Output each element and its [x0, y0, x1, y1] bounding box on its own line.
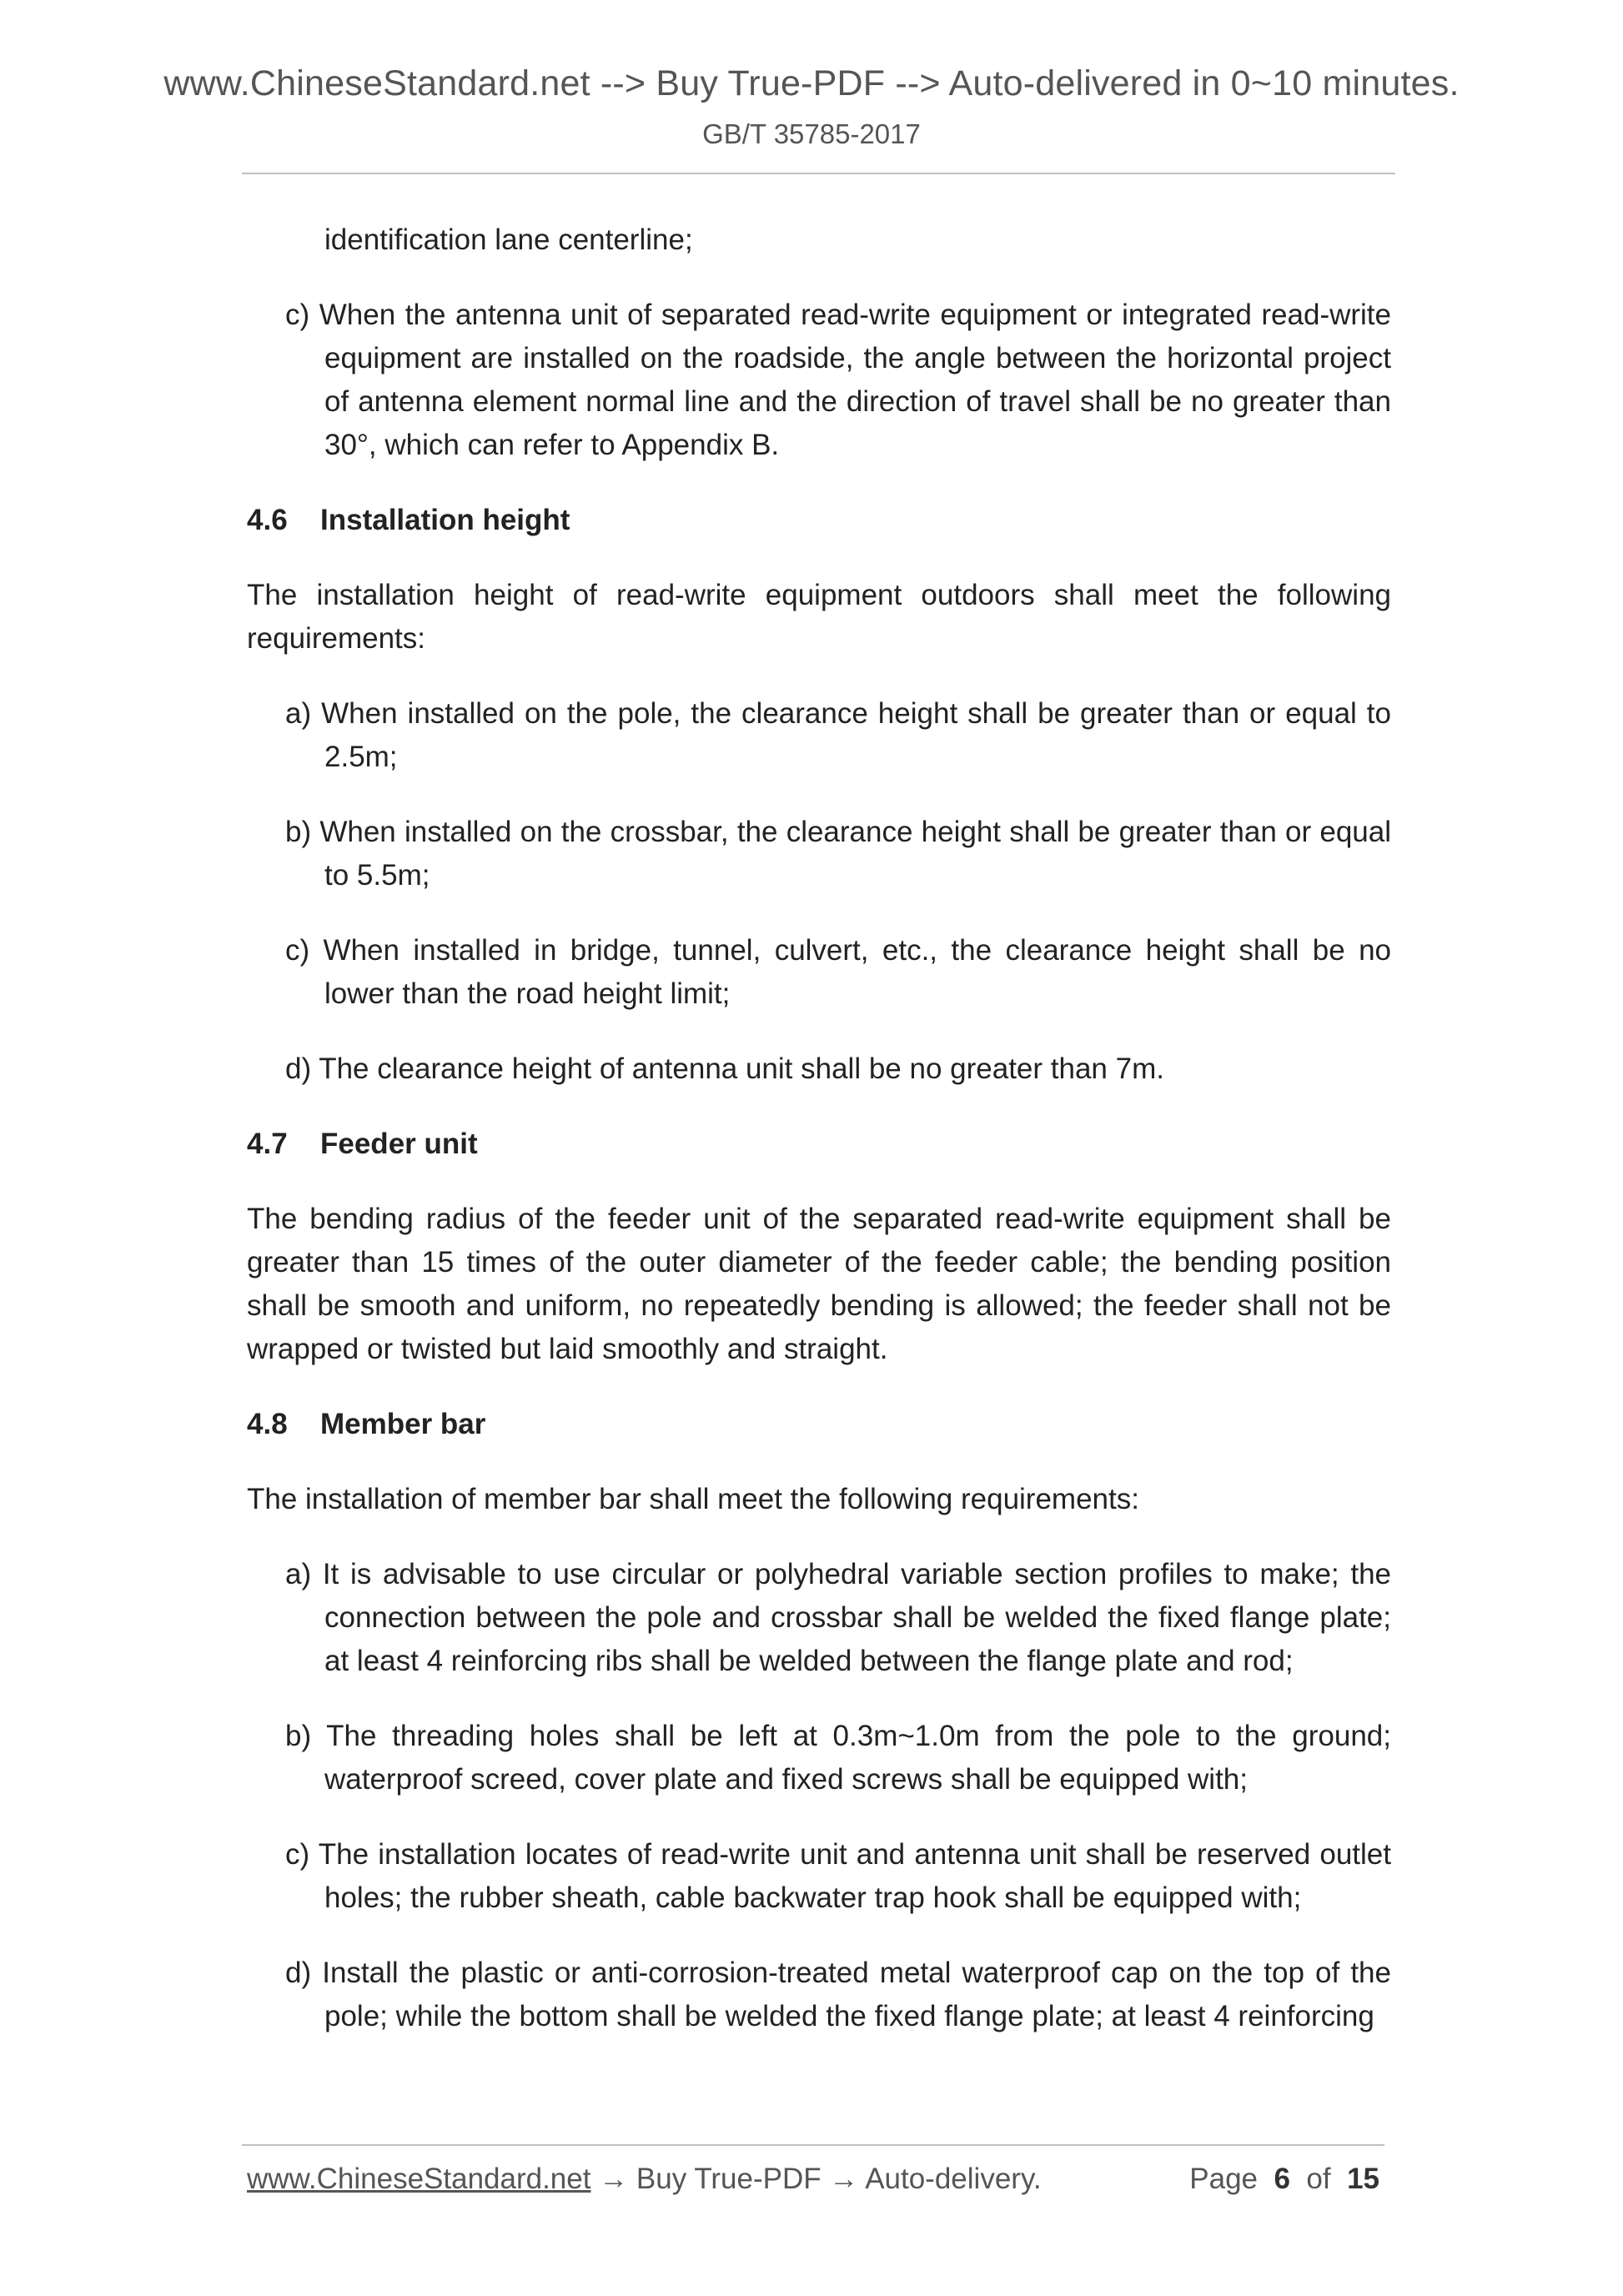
- list-item: b) The threading holes shall be left at 0.3m~1.0m from the pole to the ground; waterproof screed, cover plate and fixed screws shall be equipped with;: [285, 1720, 1391, 1796]
- document-body: [247, 219, 1391, 2070]
- continued-text: identification lane centerline;: [324, 224, 693, 256]
- header-divider: [242, 173, 1395, 174]
- footer-promo: [247, 2163, 1042, 2196]
- header-banner: www.ChineseStandard.net --> Buy True-PDF --> Auto-delivered in 0~10 minutes.: [163, 63, 1460, 103]
- footer-buy-text: Buy True-PDF: [636, 2163, 822, 2195]
- total-pages: 15: [1347, 2163, 1379, 2195]
- list-item: d) Install the plastic or anti-corrosion-treated metal waterproof cap on the top of the pole; while the bottom shall be welded the fixed flange plate; at least 4 reinforcing: [285, 1957, 1391, 2032]
- footer-divider: [242, 2144, 1384, 2146]
- list-item: c) The installation locates of read-write unit and antenna unit shall be reserved outlet holes; the rubber sheath, cable backwater trap hook shall be equipped with;: [285, 1838, 1391, 1914]
- list-item: d) The clearance height of antenna unit shall be no greater than 7m.: [285, 1053, 1164, 1085]
- section-number: 4.7: [247, 1128, 288, 1160]
- section-heading-4-7: [247, 1123, 1391, 1166]
- list-item: a) When installed on the pole, the clearance height shall be greater than or equal to 2.5m;: [285, 697, 1391, 773]
- section-body: The bending radius of the feeder unit of the separated read-write equipment shall be greater than 15 times of the outer diameter of the feeder cable; the bending position shall be smooth and uniform, no repeatedly bending is allowed; the feeder shall not be wrapped or twisted but laid smoothly and straight.: [247, 1203, 1391, 1365]
- arrow-icon: →: [590, 2163, 636, 2195]
- section-number: 4.8: [247, 1408, 288, 1440]
- section-intro: The installation of member bar shall meet the following requirements:: [247, 1483, 1139, 1515]
- list-item: c) When installed in bridge, tunnel, culvert, etc., the clearance height shall be no lower than the road height limit;: [285, 934, 1391, 1010]
- footer-delivery-text: Auto-delivery.: [865, 2163, 1042, 2195]
- footer-site-link[interactable]: www.ChineseStandard.net: [247, 2163, 591, 2195]
- list-item-4-5-c: c) When the antenna unit of separated read-write equipment or integrated read-write equipment are installed on the roadside, the angle between the horizontal project of antenna element normal line and the direction of travel shall be no greater than 30°, which can refer to Appendix B.: [285, 299, 1391, 461]
- page-label: Page: [1189, 2163, 1259, 2195]
- page-number: 6: [1274, 2163, 1290, 2195]
- section-number: 4.6: [247, 504, 288, 536]
- of-label: of: [1306, 2163, 1331, 2195]
- arrow-icon: →: [821, 2163, 866, 2195]
- section-title: Member bar: [320, 1408, 486, 1440]
- section-title: Feeder unit: [320, 1128, 478, 1160]
- section-title: Installation height: [320, 504, 570, 536]
- standard-id: GB/T 35785-2017: [702, 118, 921, 149]
- section-heading-4-8: [247, 1403, 1391, 1446]
- section-intro: The installation height of read-write equipment outdoors shall meet the following requirements:: [247, 579, 1391, 655]
- section-heading-4-6: [247, 499, 1391, 542]
- page-indicator: [1189, 2163, 1379, 2196]
- list-item: b) When installed on the crossbar, the clearance height shall be greater than or equal to 5.5m;: [285, 816, 1391, 892]
- list-item: a) It is advisable to use circular or polyhedral variable section profiles to make; the connection between the pole and crossbar shall be welded the fixed flange plate; at least 4 reinforcing ribs shall be welded between the flange plate and rod;: [285, 1558, 1391, 1677]
